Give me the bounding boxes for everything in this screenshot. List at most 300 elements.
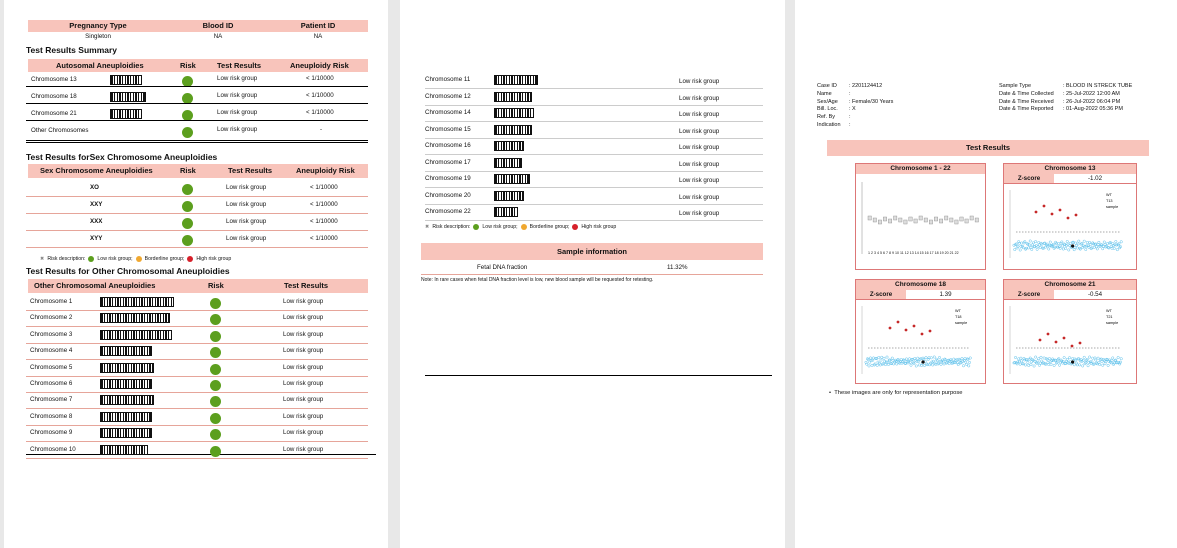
trisomy-point	[1055, 341, 1058, 344]
sample-point	[1071, 244, 1074, 247]
barcode-graphic	[494, 108, 534, 118]
wt-point	[897, 358, 899, 360]
wt-point	[1097, 357, 1099, 359]
row-divider	[26, 120, 368, 121]
wt-point	[1117, 356, 1119, 358]
wt-point	[868, 365, 870, 367]
low-risk-dot-icon	[210, 298, 221, 309]
box-mark	[919, 216, 922, 220]
wt-point	[1017, 358, 1019, 360]
barcode-graphic	[100, 445, 148, 455]
wt-point	[1108, 247, 1110, 249]
wt-point	[1039, 246, 1041, 248]
wt-point	[968, 365, 970, 367]
trisomy-point	[1059, 209, 1062, 212]
low-risk-dot-icon	[182, 201, 193, 212]
row-name: Chromosome 19	[425, 175, 471, 182]
chart-title: Chromosome 13	[1004, 164, 1136, 174]
row-result: Low risk group	[226, 235, 267, 242]
patient-id-value: NA	[313, 33, 323, 40]
barcode-graphic	[494, 207, 518, 217]
wt-point	[887, 361, 889, 363]
row-name: XXX	[90, 218, 103, 225]
barcode-graphic	[494, 75, 538, 85]
row-name: Chromosome 11	[425, 76, 471, 83]
wt-point	[1027, 247, 1029, 249]
wt-point	[871, 364, 873, 366]
row-divider	[26, 213, 368, 214]
zscore-plot	[856, 300, 985, 382]
info-label: Date & Time Received	[999, 98, 1054, 105]
wt-point	[1081, 365, 1083, 367]
legend-border: Borderline group;	[529, 224, 570, 230]
row-name: Chromosome 20	[425, 191, 471, 199]
row-result: Low risk group	[217, 75, 258, 82]
wt-point	[1083, 240, 1085, 242]
other-header-risk: Risk	[208, 281, 224, 290]
info-value: :	[849, 90, 851, 97]
row-name: Chromosome 6	[30, 380, 73, 387]
top-table-values	[28, 33, 368, 43]
low-risk-dot-icon	[210, 314, 221, 325]
info-label: Sample Type	[999, 83, 1032, 89]
info-value: : X	[849, 106, 856, 113]
legend-high: High risk group	[581, 224, 617, 230]
row-name: XXY	[90, 201, 103, 208]
low-risk-dot-icon	[182, 127, 193, 138]
low-risk-dot-icon	[210, 446, 221, 457]
other-title: Test Results for Other Chromosomal Aneuploidies	[26, 266, 230, 276]
row-divider	[26, 408, 368, 409]
wt-point	[925, 356, 927, 358]
barcode-graphic	[494, 125, 532, 135]
legend-low: Low risk group;	[97, 256, 133, 262]
trisomy-point	[1067, 217, 1070, 220]
row-name: Chromosome 5	[30, 363, 73, 371]
risk-legend	[40, 256, 231, 262]
low-risk-dot-icon	[210, 331, 221, 342]
info-value: : Female/30 Years	[849, 98, 894, 105]
box-mark	[934, 217, 937, 221]
wt-point	[1066, 240, 1068, 242]
low-risk-dot-icon	[210, 429, 221, 440]
box-mark	[939, 219, 942, 223]
info-value: : 25-Jul-2022 12:00 AM	[1063, 90, 1120, 97]
row-name: Chromosome 2	[30, 314, 73, 322]
info-label: Case ID	[817, 83, 837, 89]
row-divider	[26, 326, 368, 327]
wt-point	[1083, 356, 1085, 358]
other-header	[28, 279, 368, 293]
other-header-result: Test Results	[284, 281, 329, 290]
row-divider	[425, 105, 763, 106]
box-mark	[955, 220, 958, 224]
legend-entry: sample	[1106, 205, 1119, 209]
wt-point	[1058, 364, 1060, 366]
wt-point	[1030, 363, 1032, 365]
sex-header	[28, 164, 368, 178]
wt-point	[1020, 357, 1022, 359]
low-risk-dot-icon	[210, 364, 221, 375]
barcode-graphic	[100, 297, 174, 307]
orange-dot-icon	[521, 224, 527, 230]
sample-info-header: Sample information	[421, 243, 763, 260]
info-label: Bill. Loc.	[817, 106, 838, 113]
wt-point	[1040, 356, 1042, 358]
zscore-value: -1.02	[1087, 175, 1103, 182]
legend-high: High risk group	[196, 256, 232, 262]
wt-point	[1106, 242, 1108, 244]
info-label: Date & Time Reported	[999, 106, 1054, 113]
sample-point	[921, 360, 924, 363]
sample-point	[1071, 360, 1074, 363]
row-divider	[26, 441, 368, 442]
wt-point	[938, 356, 940, 358]
legend-entry: T18	[955, 315, 962, 319]
row-name: Chromosome 13	[31, 76, 77, 83]
autosomal-header	[28, 59, 368, 72]
wt-point	[1049, 241, 1051, 243]
low-risk-dot-icon	[182, 235, 193, 246]
wt-point	[1093, 363, 1095, 365]
row-risk: -	[320, 126, 323, 133]
low-risk-dot-icon	[182, 218, 193, 229]
wt-point	[1063, 356, 1065, 358]
row-result: Low risk group	[679, 193, 720, 201]
row-name: Chromosome 8	[30, 412, 73, 420]
col-patient-id: Patient ID	[300, 21, 336, 30]
row-result: Low risk group	[283, 314, 324, 322]
wt-point	[1068, 357, 1070, 359]
chart-title: Chromosome 1 - 22	[856, 164, 985, 174]
row-risk: < 1/10000	[306, 92, 334, 99]
row-divider	[26, 230, 368, 231]
wt-point	[896, 363, 898, 365]
legend-low: Low risk group;	[482, 224, 518, 230]
green-dot-icon	[473, 224, 479, 230]
row-divider	[425, 121, 763, 122]
wt-point	[1034, 240, 1036, 242]
auto-header-result: Test Results	[217, 61, 262, 70]
row-name: Chromosome 9	[30, 429, 73, 437]
row-result: Low risk group	[217, 109, 258, 116]
legend-close-icon: ✖	[425, 224, 430, 230]
row-divider	[26, 458, 368, 459]
zscore-value: -0.54	[1087, 291, 1103, 298]
row-divider	[425, 171, 763, 172]
row-result: Low risk group	[226, 184, 267, 191]
box-mark	[883, 217, 886, 221]
row-risk: < 1/10000	[310, 218, 338, 225]
row-result: Low risk group	[226, 201, 267, 208]
wt-point	[932, 364, 934, 366]
wt-point	[1048, 248, 1050, 250]
row-divider	[425, 88, 763, 89]
info-label: Name	[817, 90, 832, 97]
wt-point	[905, 358, 907, 360]
row-name: XYY	[90, 235, 103, 242]
wt-point	[915, 365, 917, 367]
wt-point	[1048, 363, 1050, 365]
info-label: Date & Time Collected	[999, 90, 1054, 97]
wt-point	[1095, 243, 1097, 245]
zscore-label: Z-score	[1004, 174, 1054, 183]
row-divider	[26, 425, 368, 426]
trisomy-point	[929, 330, 932, 333]
zscore-row	[1004, 290, 1136, 300]
test-results-title: Test Results	[827, 140, 1149, 156]
row-name: Chromosome 18	[31, 93, 77, 100]
low-risk-dot-icon	[210, 380, 221, 391]
row-divider	[425, 187, 763, 188]
zscore-row	[1004, 174, 1136, 184]
wt-point	[1091, 357, 1093, 359]
sex-header-risk: Risk	[180, 166, 196, 175]
wt-point	[1112, 357, 1114, 359]
box-mark	[899, 218, 902, 222]
trisomy-point	[1075, 214, 1078, 217]
wt-point	[1069, 242, 1071, 244]
chart-title: Chromosome 18	[856, 280, 985, 290]
wt-point	[1048, 357, 1050, 359]
row-result: Low risk group	[283, 396, 324, 404]
wt-point	[1111, 360, 1113, 362]
barcode-graphic	[494, 158, 522, 168]
barcode-graphic	[100, 346, 152, 356]
info-label: Sex/Age	[817, 98, 838, 105]
wt-point	[1113, 247, 1115, 249]
row-name: Chromosome 10	[30, 445, 76, 453]
wt-point	[1116, 248, 1118, 250]
wt-point	[917, 357, 919, 359]
row-result: Low risk group	[679, 144, 720, 151]
barcode-graphic	[100, 313, 170, 323]
wt-point	[1073, 364, 1075, 366]
row-result: Low risk group	[283, 380, 324, 387]
row-name: Chromosome 21	[31, 110, 77, 117]
wt-point	[940, 363, 942, 365]
row-result: Low risk group	[679, 111, 720, 118]
wt-point	[1087, 365, 1089, 367]
zscore-label: Z-score	[856, 290, 906, 299]
low-risk-dot-icon	[210, 396, 221, 407]
wt-point	[883, 357, 885, 359]
legend-entry: WT	[1106, 193, 1112, 197]
wt-point	[1027, 361, 1029, 363]
bullet-icon: •	[829, 390, 832, 396]
zscore-value: 1.39	[939, 291, 952, 298]
trisomy-point	[1035, 211, 1038, 214]
box-mark	[909, 217, 912, 221]
row-divider	[26, 103, 368, 104]
row-result: Low risk group	[679, 210, 720, 217]
barcode-graphic	[100, 412, 152, 422]
wt-point	[923, 364, 925, 366]
row-result: Low risk group	[283, 412, 324, 420]
info-value: :	[849, 122, 851, 128]
wt-point	[1089, 243, 1091, 245]
row-divider	[425, 138, 763, 139]
chart-chromosome-1-22	[855, 163, 986, 270]
trisomy-point	[921, 333, 924, 336]
sex-header-name: Sex Chromosome Aneuploidies	[40, 166, 153, 175]
wt-point	[953, 358, 955, 360]
row-result: Low risk group	[679, 127, 720, 135]
risk-legend-2	[425, 224, 616, 230]
row-risk: < 1/10000	[310, 201, 338, 208]
box-mark	[975, 218, 978, 222]
barcode-graphic	[100, 330, 172, 340]
row-divider	[26, 392, 368, 393]
sex-header-aneuploidy: Aneuploidy Risk	[296, 166, 355, 175]
row-name: Chromosome 4	[30, 347, 73, 355]
row-divider	[425, 204, 763, 205]
box-mark	[888, 219, 891, 223]
trisomy-point	[905, 329, 908, 332]
barcode-graphic	[110, 75, 142, 85]
divider	[26, 454, 376, 455]
wt-point	[1037, 241, 1039, 243]
wt-point	[968, 361, 970, 363]
row-name: Chromosome 1	[30, 298, 73, 305]
chart-chromosome-13	[1003, 163, 1137, 270]
wt-point	[1102, 364, 1104, 366]
divider	[421, 274, 763, 275]
row-divider	[26, 376, 368, 377]
wt-point	[1067, 243, 1069, 245]
row-risk: < 1/10000	[310, 184, 338, 191]
low-risk-dot-icon	[210, 413, 221, 424]
zscore-plot	[1004, 184, 1136, 268]
row-divider	[425, 220, 763, 221]
wt-point	[1078, 364, 1080, 366]
trisomy-point	[889, 327, 892, 330]
info-value: :	[849, 114, 851, 121]
trisomy-point	[1079, 342, 1082, 345]
barcode-graphic	[494, 174, 530, 184]
barcode-graphic	[494, 92, 532, 102]
report-page-3	[795, 0, 1177, 548]
row-divider	[26, 86, 368, 87]
wt-point	[878, 356, 880, 358]
row-result: Low risk group	[226, 218, 267, 225]
row-divider	[26, 247, 368, 248]
row-result: Low risk group	[283, 445, 324, 453]
box-mark	[924, 218, 927, 222]
row-name: Chromosome 7	[30, 396, 73, 404]
row-risk: < 1/10000	[306, 75, 334, 82]
wt-point	[887, 363, 889, 365]
box-mark	[868, 216, 871, 220]
top-table-header	[28, 20, 368, 32]
col-pregnancy-type: Pregnancy Type	[69, 21, 127, 30]
wt-point	[1086, 241, 1088, 243]
wt-point	[962, 365, 964, 367]
other-header-name: Other Chromosomal Aneuploidies	[34, 281, 156, 290]
wt-point	[1115, 359, 1117, 361]
row-result: Low risk group	[217, 126, 258, 133]
trisomy-point	[1047, 333, 1050, 336]
info-value: : BLOOD IN STRECK TUBE	[1063, 83, 1133, 89]
report-page-2	[400, 0, 785, 548]
wt-point	[1088, 356, 1090, 358]
footnote-text: These images are only for representation purpose	[834, 390, 963, 396]
info-value: : 26-Jul-2022 06:04 PM	[1063, 98, 1121, 105]
wt-point	[891, 357, 893, 359]
row-divider	[26, 343, 368, 344]
box-mark	[960, 217, 963, 221]
legend-entry: WT	[1106, 309, 1112, 313]
row-result: Low risk group	[679, 177, 720, 184]
wt-point	[1042, 247, 1044, 249]
legend-entry: T13	[1106, 199, 1113, 203]
row-name: Chromosome 3	[30, 330, 73, 338]
col-blood-id: Blood ID	[202, 21, 234, 30]
wt-point	[933, 356, 935, 358]
trisomy-point	[1071, 345, 1074, 348]
wt-point	[1076, 247, 1078, 249]
auto-header-aneuploidy: Aneuploidy Risk	[290, 61, 349, 70]
auto-header-risk: Risk	[180, 61, 196, 70]
zscore-label: Z-score	[1004, 290, 1054, 299]
barcode-graphic	[110, 92, 146, 102]
wt-point	[1014, 248, 1016, 250]
low-risk-dot-icon	[182, 184, 193, 195]
chart-chromosome-18	[855, 279, 986, 384]
red-dot-icon	[572, 224, 578, 230]
note-text: Note: In rare cases when fetal DNA fraction level is low, new blood sample will be requested for retesting.	[421, 277, 654, 283]
row-name: XO	[90, 184, 99, 191]
row-result: Low risk group	[283, 330, 324, 338]
footnote	[829, 390, 963, 396]
wt-point	[869, 357, 871, 359]
info-label: Indication	[817, 122, 841, 128]
trisomy-point	[1063, 337, 1066, 340]
divider	[425, 375, 772, 376]
wt-point	[1029, 240, 1031, 242]
box-mark	[878, 220, 881, 224]
pregnancy-type-value: Singleton	[85, 33, 111, 40]
red-dot-icon	[187, 256, 193, 262]
wt-point	[1120, 241, 1122, 243]
barcode-graphic	[100, 379, 152, 389]
zscore-plot	[1004, 300, 1136, 382]
box-mark	[965, 219, 968, 223]
blood-id-value: NA	[213, 33, 223, 40]
box-mark	[950, 218, 953, 222]
wt-point	[1027, 364, 1029, 366]
row-name: Chromosome 15	[425, 125, 471, 133]
row-name: Chromosome 22	[425, 208, 471, 215]
box-mark	[894, 216, 897, 220]
info-label: Ref. By	[817, 114, 836, 121]
row-divider	[26, 310, 368, 311]
wt-point	[1068, 249, 1070, 251]
row-result: Low risk group	[679, 94, 720, 102]
row-risk: < 1/10000	[310, 235, 338, 242]
wt-point	[1014, 356, 1016, 358]
divider	[26, 142, 368, 143]
box-mark	[945, 216, 948, 220]
wt-point	[1019, 363, 1021, 365]
wt-point	[1018, 361, 1020, 363]
orange-dot-icon	[136, 256, 142, 262]
barcode-graphic	[100, 363, 154, 373]
row-result: Low risk group	[283, 347, 324, 355]
wt-point	[1078, 240, 1080, 242]
report-page-1	[4, 0, 388, 548]
wt-point	[1033, 365, 1035, 367]
